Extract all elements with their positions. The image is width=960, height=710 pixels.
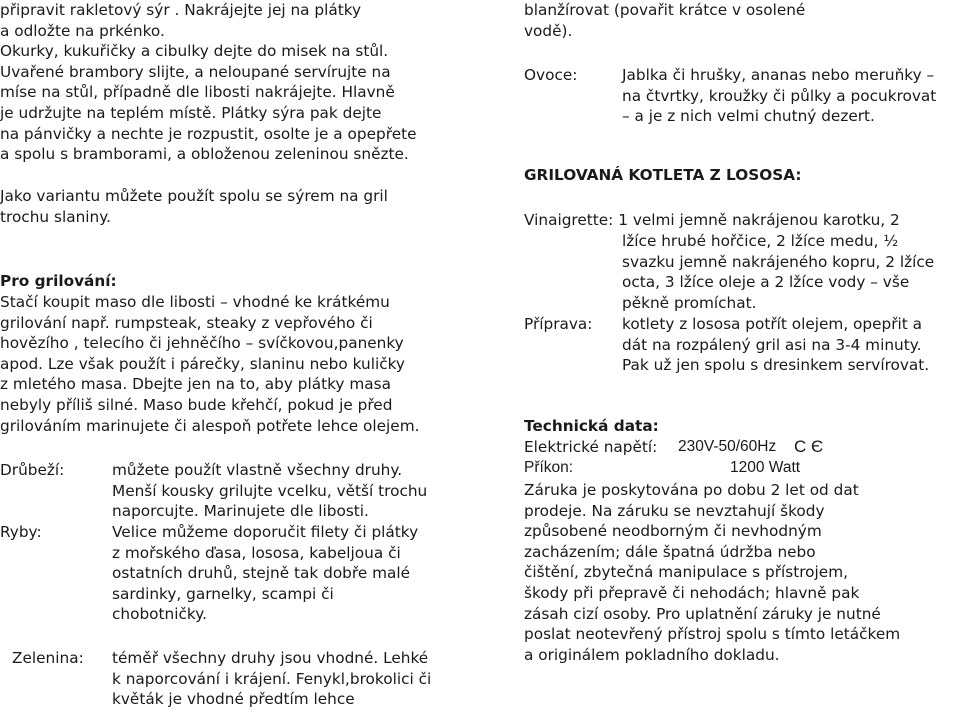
- voltage-label: Elektrické napětí:: [524, 438, 658, 456]
- text-line: připravit rakletový sýr . Nakrájejte jej na plátky: [0, 1, 362, 19]
- vinaigrette-text: [622, 231, 934, 313]
- power-label: Příkon:: [524, 459, 574, 476]
- text-line: z mořského ďasa, lososa, kabeljoua či: [112, 543, 401, 562]
- text-line: Jablka či hrušky, ananas nebo meruňky –: [622, 66, 935, 84]
- text-line: Okurky, kukuřičky a cibulky dejte do misek na stůl.: [0, 42, 389, 61]
- text-line: grilováním marinujete či alespoň potřete lehce olejem.: [0, 416, 420, 435]
- text-line: čištění, zbytečná manipulace s přístrojem,: [524, 563, 848, 582]
- text-line: míse na stůl, případně dle libosti nakrájejte. Hlavně: [0, 83, 395, 102]
- text-line: octa, 3 lžíce oleje a 2 lžíce vody – vše: [622, 273, 910, 292]
- text-line: lžíce hrubé hořčice, 2 lžíce medu, ½: [622, 232, 899, 250]
- text-line: poslat neotevřený přístroj spolu s tímto letáčkem: [524, 625, 901, 644]
- warranty-paragraph: [524, 480, 900, 665]
- text-line: kotlety z lososa potřít olejem, opepřit a: [622, 315, 923, 333]
- text-line: a spolu s bramborami, a obloženou zeleninou snězte.: [0, 145, 409, 164]
- text-line: nebyly příliš silné. Maso bude křehčí, pokud je před: [0, 395, 393, 414]
- preparation-text: [622, 314, 929, 376]
- salmon-heading: GRILOVANÁ KOTLETA Z LOSOSA:: [524, 166, 802, 184]
- text-line: blanžírovat (povařit krátce v osolené: [524, 1, 806, 19]
- text-line: hovězího , telecího či jehněčího – svíčkovou,panenky: [0, 334, 404, 353]
- text-line: způsobené neodborným či nevhodným: [524, 522, 822, 541]
- text-line: z mletého masa. Dbejte jen na to, aby plátky masa: [0, 375, 391, 394]
- text-line: můžete použít vlastně všechny druhy.: [112, 461, 403, 479]
- text-line: vodě).: [524, 21, 573, 40]
- text-line: Stačí koupit maso dle libosti – vhodné ke krátkému: [0, 293, 390, 311]
- text-line: grilování např. rumpsteak, steaky z vepřového či: [0, 313, 373, 332]
- poultry-text: [112, 460, 427, 522]
- vegetable-label: Zelenina:: [12, 649, 84, 667]
- text-line: sardinky, garnelky, scampi či: [112, 584, 334, 603]
- text-line: a originálem pokladního dokladu.: [524, 645, 780, 664]
- vinaigrette-first-line: 1 velmi jemně nakrájenou karotku, 2: [618, 211, 900, 229]
- text-line: Pak už jen spolu s dresinkem servírovat.: [622, 356, 930, 375]
- power-value: 1200 Watt: [730, 459, 801, 476]
- vinaigrette-label: Vinaigrette:: [524, 211, 614, 229]
- voltage-value: 230V-50/60Hz: [678, 438, 777, 455]
- text-line: svazku jemně nakrájeného kopru, 2 lžíce: [622, 252, 935, 271]
- text-line: Velice můžeme doporučit filety či plátky: [112, 523, 419, 541]
- continued-paragraph: [524, 0, 805, 41]
- technical-data-heading: Technická data:: [524, 417, 659, 435]
- poultry-label: Drůbeží:: [0, 461, 65, 479]
- text-line: zacházením; dále špatná údržba nebo: [524, 542, 816, 561]
- text-line: škody při přepravě či nehodách; hlavně pak: [524, 583, 860, 602]
- text-line: naporcujte. Marinujete dle libosti.: [112, 502, 369, 521]
- text-line: na čtvrtky, kroužky či půlky a pocukrovat: [622, 86, 937, 105]
- text-line: apod. Lze však použít i párečky, slaninu nebo kuličky: [0, 354, 405, 373]
- text-line: k naporcování i krájení. Fenykl,brokolici či: [112, 669, 432, 688]
- text-line: Záruka je poskytována po dobu 2 let od dat: [524, 481, 859, 499]
- fish-text: [112, 522, 418, 625]
- text-line: a odložte na prkénko.: [0, 21, 165, 40]
- text-line: prodeje. Na záruku se nevztahují škody: [524, 501, 825, 520]
- grill-heading: Pro grilování:: [0, 272, 117, 290]
- ce-mark: C Є: [794, 437, 824, 456]
- intro-paragraph: [0, 0, 417, 165]
- text-line: Jako variantu můžete použít spolu se sýrem na gril: [0, 187, 388, 205]
- text-line: ostatních druhů, stejně tak dobře malé: [112, 564, 411, 583]
- fruit-text: [622, 65, 936, 127]
- text-line: je udržujte na teplém místě. Plátky sýra pak dejte: [0, 103, 382, 122]
- fish-label: Ryby:: [0, 523, 42, 541]
- fruit-label: Ovoce:: [524, 66, 578, 84]
- text-line: květák je vhodné předtím lehce: [112, 690, 355, 709]
- text-line: téměř všechny druhy jsou vhodné. Lehké: [112, 649, 429, 667]
- text-line: zásah cizí osoby. Pro uplatnění záruky je nutné: [524, 604, 881, 623]
- text-line: na pánvičky a nechte je rozpustit, osolte je a opepřete: [0, 124, 417, 143]
- text-line: dát na rozpálený gril asi na 3-4 minuty.: [622, 335, 922, 354]
- vegetable-text: [112, 648, 431, 710]
- text-line: trochu slaniny.: [0, 207, 111, 226]
- preparation-label: Příprava:: [524, 315, 593, 333]
- grill-paragraph: [0, 292, 419, 436]
- text-line: pěkně promíchat.: [622, 293, 757, 312]
- text-line: Uvařené brambory slijte, a neloupané servírujte na: [0, 62, 391, 81]
- text-line: – a je z nich velmi chutný dezert.: [622, 107, 875, 126]
- text-line: Menší kousky grilujte vcelku, větší trochu: [112, 481, 428, 500]
- text-line: chobotničky.: [112, 605, 207, 624]
- variant-paragraph: [0, 186, 388, 227]
